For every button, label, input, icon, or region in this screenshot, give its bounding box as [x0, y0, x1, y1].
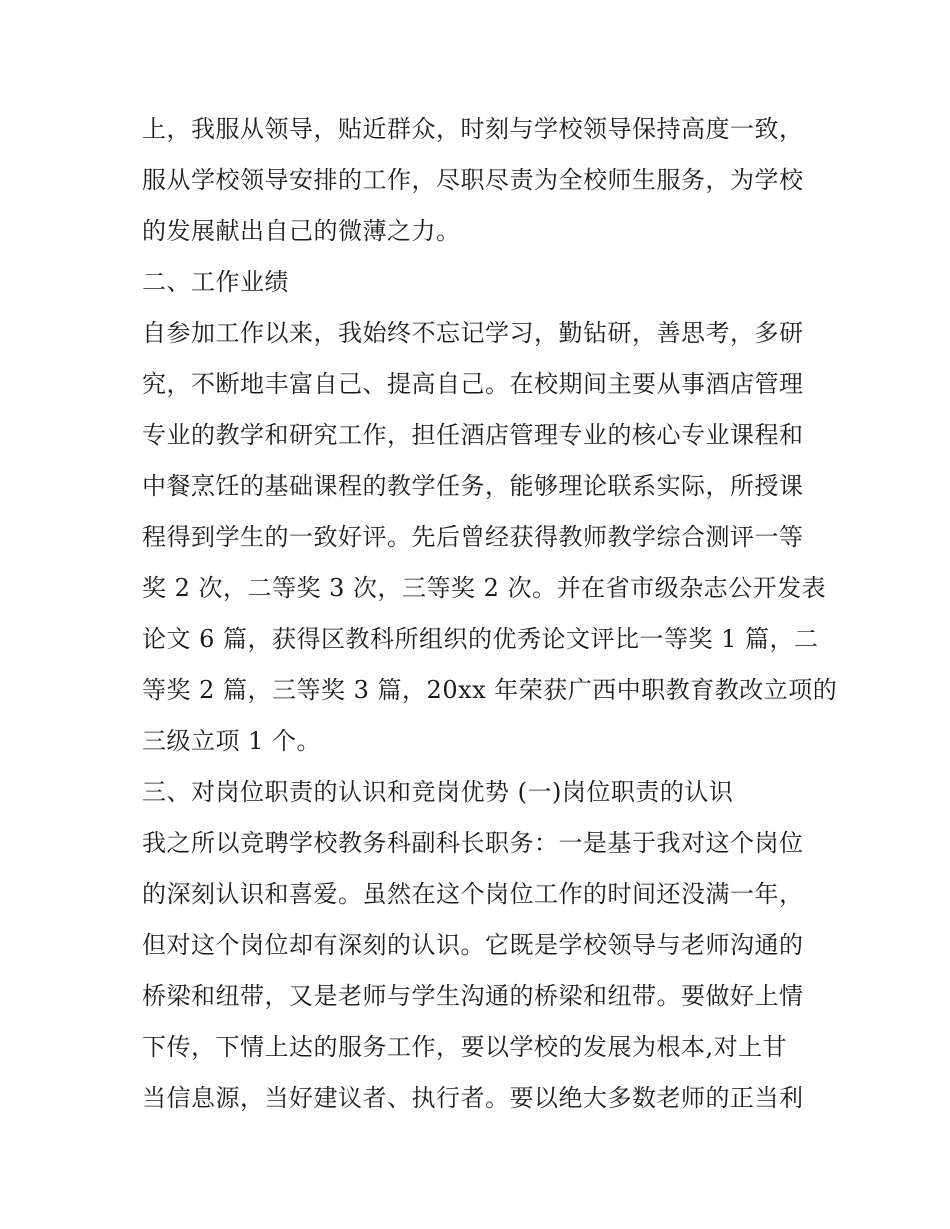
text-line: 的深刻认识和喜爱。虽然在这个岗位工作的时间还没满一年， [142, 880, 804, 908]
section-heading: 三、对岗位职责的认识和竞岗优势 (一)岗位职责的认识 [142, 778, 734, 806]
section-heading: 二、工作业绩 [142, 268, 289, 296]
document-body [142, 104, 838, 1124]
text-line: 但对这个岗位却有深刻的认识。它既是学校领导与老师沟通的 [142, 931, 804, 959]
text-line: 服从学校领导安排的工作，尽职尽责为全校师生服务，为学校 [142, 166, 804, 194]
text-line: 三级立项 1 个。 [142, 727, 322, 755]
text-line: 桥梁和纽带，又是老师与学生沟通的桥梁和纽带。要做好上情 [142, 982, 804, 1010]
text-line: 上，我服从领导，贴近群众，时刻与学校领导保持高度一致， [142, 115, 804, 143]
text-line: 奖 2 次，二等奖 3 次，三等奖 2 次。并在省市级杂志公开发表 [142, 574, 827, 602]
text-line: 我之所以竞聘学校教务科副科长职务：一是基于我对这个岗位 [142, 829, 804, 857]
text-line: 当信息源，当好建议者、执行者。要以绝大多数老师的正当利 [142, 1084, 804, 1112]
text-line: 的发展献出自己的微薄之力。 [142, 217, 461, 245]
text-line: 程得到学生的一致好评。先后曾经获得教师教学综合测评一等 [142, 523, 804, 551]
text-line: 专业的教学和研究工作，担任酒店管理专业的核心专业课程和 [142, 421, 804, 449]
text-line: 究，不断地丰富自己、提高自己。在校期间主要从事酒店管理 [142, 370, 804, 398]
text-line: 自参加工作以来，我始终不忘记学习，勤钻研，善思考，多研 [142, 319, 804, 347]
text-line: 中餐烹饪的基础课程的教学任务，能够理论联系实际，所授课 [142, 472, 804, 500]
text-line: 论文 6 篇，获得区教科所组织的优秀论文评比一等奖 1 篇，二 [142, 625, 819, 653]
text-line: 等奖 2 篇，三等奖 3 篇，20xx 年荣获广西中职教育教改立项的 [142, 676, 838, 704]
text-line: 下传，下情上达的服务工作，要以学校的发展为根本,对上甘 [142, 1033, 788, 1061]
